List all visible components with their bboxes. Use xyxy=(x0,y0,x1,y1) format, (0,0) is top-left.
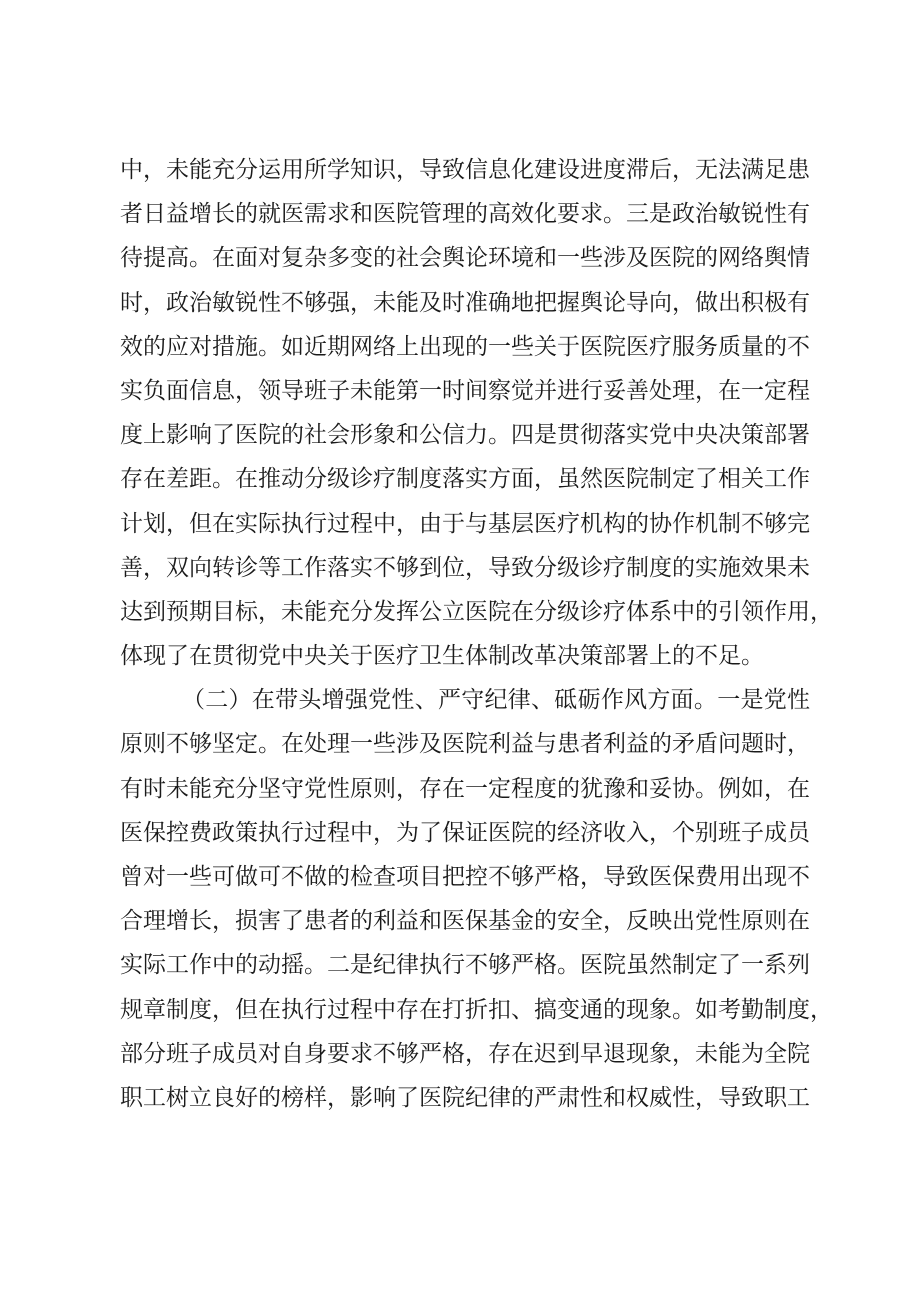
text-line: 中，未能充分运用所学知识，导致信息化建设进度滞后，无法满足患 xyxy=(120,157,810,183)
section-heading-line: （二）在带头增强党性、严守纪律、砥砺作风方面。一是党性 xyxy=(182,687,810,714)
text-line: 职工树立良好的榜样，影响了医院纪律的严肃性和权威性，导致职工 xyxy=(120,1084,810,1111)
document-body xyxy=(120,148,833,1120)
text-line: 者日益增长的就医需求和医院管理的高效化要求。三是政治敏锐性有 xyxy=(120,201,810,228)
text-line: 医保控费政策执行过程中，为了保证医院的经济收入，个别班子成员 xyxy=(120,819,810,846)
text-line: 部分班子成员对自身要求不够严格，存在迟到早退现象，未能为全院 xyxy=(120,1040,810,1067)
text-line: 有时未能充分坚守党性原则，存在一定程度的犹豫和妥协。例如，在 xyxy=(120,775,810,802)
text-line: 存在差距。在推动分级诊疗制度落实方面，虽然医院制定了相关工作 xyxy=(120,466,810,493)
text-line: 计划，但在实际执行过程中，由于与基层医疗机构的协作机制不够完 xyxy=(120,510,810,537)
text-line: 原则不够坚定。在处理一些涉及医院利益与患者利益的矛盾问题时， xyxy=(120,731,810,758)
text-line: 实际工作中的动摇。二是纪律执行不够严格。医院虽然制定了一系列 xyxy=(120,952,810,979)
text-line: 待提高。在面对复杂多变的社会舆论环境和一些涉及医院的网络舆情 xyxy=(120,245,810,272)
text-line: 度上影响了医院的社会形象和公信力。四是贯彻落实党中央决策部署 xyxy=(120,422,810,449)
text-line: 曾对一些可做可不做的检查项目把控不够严格，导致医保费用出现不 xyxy=(120,864,810,890)
text-line: 合理增长，损害了患者的利益和医保基金的安全，反映出党性原则在 xyxy=(120,908,810,935)
text-line: 达到预期目标，未能充分发挥公立医院在分级诊疗体系中的引领作用， xyxy=(120,598,833,625)
text-line: 效的应对措施。如近期网络上出现的一些关于医院医疗服务质量的不 xyxy=(120,333,810,360)
text-line: 实负面信息，领导班子未能第一时间察觉并进行妥善处理，在一定程 xyxy=(120,377,810,404)
text-line: 规章制度，但在执行过程中存在打折扣、搞变通的现象。如考勤制度， xyxy=(120,996,833,1023)
text-line: 善，双向转诊等工作落实不够到位，导致分级诊疗制度的实施效果未 xyxy=(120,554,810,581)
text-line: 时，政治敏锐性不够强，未能及时准确地把握舆论导向，做出积极有 xyxy=(120,289,810,316)
paragraph-end-line: 体现了在贯彻党中央关于医疗卫生体制改革决策部署上的不足。 xyxy=(120,643,764,670)
